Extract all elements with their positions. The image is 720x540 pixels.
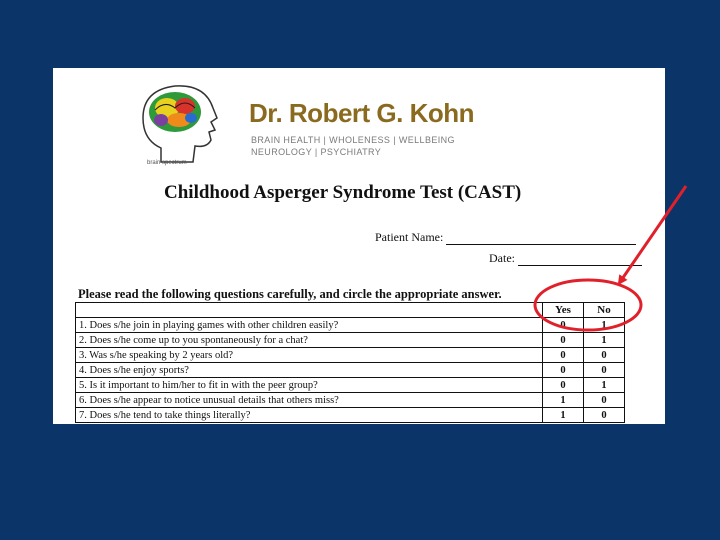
question-table — [75, 302, 625, 423]
date-label: Date: — [489, 251, 515, 265]
brain-head-icon — [131, 78, 241, 170]
brand-name: Dr. Robert G. Kohn — [249, 98, 474, 128]
no-value: 0 — [584, 363, 625, 378]
yes-value: 0 — [543, 318, 584, 333]
yes-value: 0 — [543, 363, 584, 378]
document-title: Childhood Asperger Syndrome Test (CAST) — [164, 182, 522, 203]
brain-caption: brain spectrum — [147, 160, 187, 166]
table-row — [76, 333, 625, 348]
no-header: No — [584, 303, 625, 318]
yes-value: 1 — [543, 393, 584, 408]
question-text: 5. Is it important to him/her to fit in with the peer group? — [76, 378, 543, 393]
table-row — [76, 318, 625, 333]
yes-value: 0 — [543, 333, 584, 348]
question-text: 2. Does s/he come up to you spontaneously for a chat? — [76, 333, 543, 348]
yes-value: 0 — [543, 378, 584, 393]
no-value: 1 — [584, 378, 625, 393]
document-page — [53, 68, 665, 424]
patient-name-field — [375, 230, 636, 245]
table-row — [76, 408, 625, 423]
patient-name-label: Patient Name: — [375, 230, 444, 244]
table-header-row — [76, 303, 625, 318]
question-text: 7. Does s/he tend to take things literally? — [76, 408, 543, 423]
question-text: 4. Does s/he enjoy sports? — [76, 363, 543, 378]
date-field — [489, 251, 642, 266]
instructions: Please read the following questions carefully, and circle the appropriate answer. — [78, 287, 502, 301]
date-line — [518, 253, 642, 266]
yes-value: 0 — [543, 348, 584, 363]
no-value: 1 — [584, 318, 625, 333]
table-row — [76, 348, 625, 363]
question-header — [76, 303, 543, 318]
question-text: 1. Does s/he join in playing games with other children easily? — [76, 318, 543, 333]
brand-tagline-2: NEUROLOGY | PSYCHIATRY — [251, 147, 382, 157]
no-value: 1 — [584, 333, 625, 348]
no-value: 0 — [584, 393, 625, 408]
brand-logo — [131, 78, 474, 173]
table-row — [76, 363, 625, 378]
question-text: 6. Does s/he appear to notice unusual details that others miss? — [76, 393, 543, 408]
yes-value: 1 — [543, 408, 584, 423]
question-text: 3. Was s/he speaking by 2 years old? — [76, 348, 543, 363]
no-value: 0 — [584, 408, 625, 423]
no-value: 0 — [584, 348, 625, 363]
yes-header: Yes — [543, 303, 584, 318]
patient-name-line — [446, 232, 636, 245]
brand-tagline-1: BRAIN HEALTH | WHOLENESS | WELLBEING — [251, 135, 455, 145]
table-row — [76, 393, 625, 408]
table-row — [76, 378, 625, 393]
